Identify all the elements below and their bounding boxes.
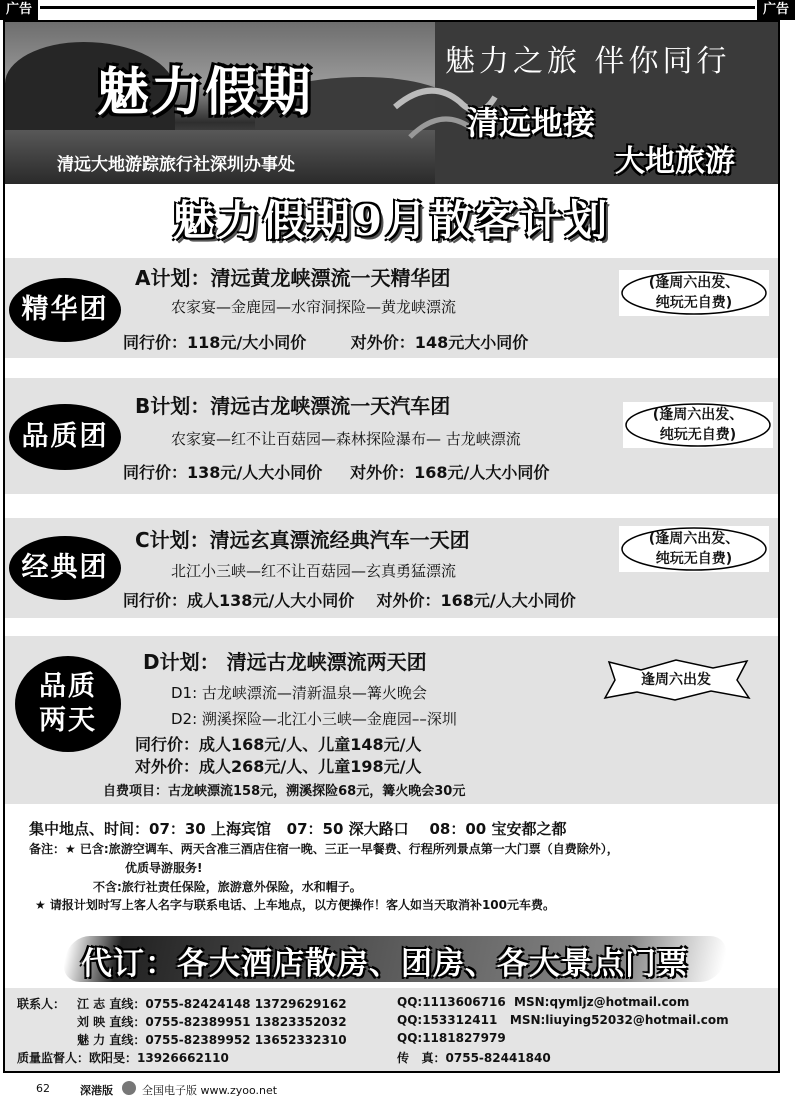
note-line: (逢周六出发、 — [648, 275, 740, 291]
plan-price: 同行价：138元/人大小同价 对外价：168元/人大小同价 — [123, 463, 550, 482]
plan-price: 同行价：成人138元/人大小同价 对外价：168元/人大小同价 — [123, 591, 576, 610]
plan-note — [601, 658, 751, 702]
contact-label: 联系人： — [17, 997, 66, 1011]
banner-slogan: 魅力之旅 伴你同行 — [445, 44, 731, 79]
plan-title: A计划：清远黄龙峡漂流一天精华团 — [135, 266, 451, 290]
ad-tag-right: 广告 — [757, 0, 795, 20]
plan-b — [5, 378, 778, 494]
remark-included: 备注：★ 已含:旅游空调车、两天含准三酒店住宿一晚、三正一早餐费、行程所列景点第一大门票（自费除外）， — [29, 842, 619, 856]
site-link[interactable]: 全国电子版 www.zyoo.net — [142, 1084, 278, 1097]
page-footer — [0, 1078, 795, 1100]
plan-c — [5, 518, 778, 618]
plan-d — [5, 636, 778, 804]
plan-note — [619, 270, 769, 316]
banner-title: 魅力假期 — [97, 62, 314, 123]
plan-price-public: 对外价：成人268元/人、儿童198元/人 — [135, 757, 422, 776]
plan-badge — [15, 656, 121, 752]
qq-msn-row: QQ:1181827979 — [397, 1031, 506, 1045]
order-text: 代订：各大酒店散房、团房、各大景点门票 — [81, 946, 689, 982]
plan-price-trade: 同行价：成人168元/人、儿童148元/人 — [135, 735, 422, 754]
plan-note — [623, 402, 773, 448]
remark-booking: ★ 请报计划时写上客人名字与联系电话、上车地点，以方便操作！客人如当天取消补100元车费。 — [35, 898, 555, 912]
plan-route: 农家宴—金鹿园—水帘洞探险—黄龙峡漂流 — [171, 298, 457, 316]
note-line: 纯玩无自费) — [655, 295, 733, 311]
note-line: (逢周六出发、 — [652, 407, 744, 423]
plan-day2: D2: 溯溪探险—北江小三峡—金鹿园––深圳 — [171, 710, 457, 728]
contact-panel — [5, 988, 778, 1071]
contact-row: 魅 力 直线：0755-82389952 13652332310 — [77, 1033, 347, 1047]
plan-price: 同行价：118元/大小同价 对外价：148元大小同价 — [123, 333, 529, 352]
plan-route: 北江小三峡—红不让百菇园—玄真勇猛漂流 — [171, 562, 457, 580]
plan-extra-costs: 自费项目：古龙峡漂流158元，溯溪探险68元，篝火晚会30元 — [103, 784, 466, 799]
plan-badge: 品质团 — [9, 404, 121, 470]
plan-title: C计划：清远玄真漂流经典汽车一天团 — [135, 528, 470, 552]
banner-local: 清远地接 — [467, 104, 596, 142]
order-banner — [5, 932, 778, 986]
plan-title: D计划： 清远古龙峡漂流两天团 — [143, 650, 427, 674]
qq-msn-row: QQ:153312411 MSN:liuying52032@hotmail.com — [397, 1013, 729, 1027]
plan-note — [619, 526, 769, 572]
banner-agency: 大地旅游 — [615, 144, 735, 179]
edition-label: 深港版 — [80, 1084, 113, 1097]
plan-badge: 经典团 — [9, 536, 121, 600]
page-number: 62 — [36, 1082, 50, 1095]
badge-line: 品质 — [39, 671, 97, 703]
ad-tag-left: 广告 — [0, 0, 38, 20]
remark-excluded: 不含:旅行社责任保险，旅游意外保险，水和帽子。 — [93, 880, 362, 894]
plan-a — [5, 258, 778, 358]
plan-badge: 精华团 — [9, 278, 121, 342]
plan-route: 农家宴—红不让百菇园—森林探险瀑布— 古龙峡漂流 — [171, 430, 521, 448]
qq-msn-row: QQ:1113606716 MSN:qymljz@hotmail.com — [397, 995, 690, 1009]
remark-guide: 优质导游服务! — [125, 861, 203, 875]
plan-day1: D1: 古龙峡漂流—清新温泉—篝火晚会 — [171, 684, 427, 702]
contact-row: 刘 映 直线：0755-82389951 13823352032 — [77, 1015, 347, 1029]
badge-line: 两天 — [39, 705, 97, 736]
plan-title: B计划：清远古龙峡漂流一天汽车团 — [135, 394, 451, 418]
contact-row: 江 志 直线：0755-82424148 13729629162 — [77, 997, 347, 1011]
meeting-points: 集中地点、时间：07：30 上海宾馆 07：50 深大路口 08：00 宝安都之都 — [29, 820, 567, 838]
top-rule — [40, 6, 755, 9]
note-line: (逢周六出发、 — [648, 531, 740, 547]
fax-row: 传 真：0755-82441840 — [397, 1051, 551, 1065]
advertisement-frame — [3, 20, 780, 1073]
note-line: 逢周六出发 — [641, 672, 711, 688]
banner-office: 清远大地游踪旅行社深圳办事处 — [57, 155, 295, 175]
supervisor: 质量监督人：欧阳旻：13926662110 — [17, 1051, 229, 1065]
page-headline: 魅力假期9月散客计划 — [172, 196, 611, 245]
note-line: 纯玩无自费) — [655, 551, 733, 567]
banner — [5, 22, 778, 184]
publication-logo-icon — [122, 1081, 136, 1095]
note-line: 纯玩无自费) — [659, 427, 737, 443]
